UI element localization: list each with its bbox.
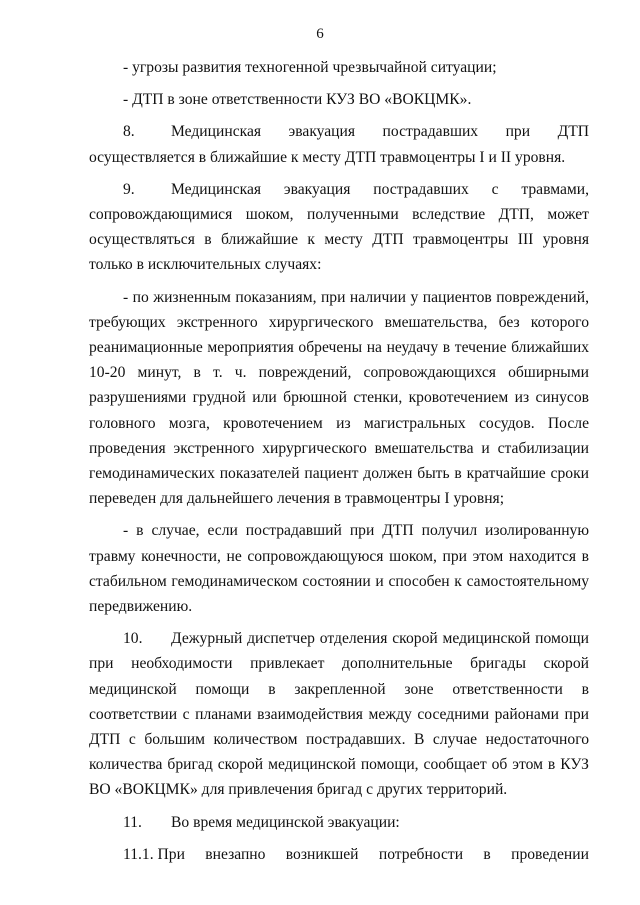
item-number: 9. — [123, 180, 135, 198]
paragraph: - по жизненным показаниям, при наличии у пациентов повреждений, требующих экстренного хирургического вмешательства, без которого реанимационные мероприятия обречены на неудачу в течение ближайших 10-20 минут, в т. ч. повреждений, сопровождающихся обширными разрушениями грудной или брюшной стенки, кровотечением из синусов головного мозга, кровотечением из магистральных сосудов. После проведения экстренного хирургического вмешательства и стабилизации гемодинамических показателей пациент должен быть в кратчайшие сроки переведен для дальнейшего лечения в травмоцентры I уровня; — [89, 288, 589, 508]
document-body — [89, 55, 589, 867]
item-number: 11. — [123, 813, 142, 831]
word: 11.1. При — [123, 845, 185, 863]
word: проведении — [511, 845, 589, 863]
word: внезапно — [205, 845, 266, 863]
numbered-paragraph-11: 11. Во время медицинской эвакуации: — [89, 810, 589, 835]
item-number: 10. — [123, 630, 143, 648]
paragraph: - в случае, если пострадавший при ДТП получил изолированную травму конечности, не сопровождающуюся шоком, при этом находится в стабильном гемодинамическом состоянии и способен к самостоятельному передвижению. — [89, 522, 589, 616]
numbered-paragraph-11-1 — [123, 842, 589, 867]
page-number: 6 — [316, 26, 324, 42]
numbered-paragraph-10: 10. Дежурный диспетчер отделения скорой медицинской помощи при необходимости привлекает дополнительные бригады скорой медицинской помощи в закрепленной зоне ответственности в соответствии с планами взаимодействия между соседними районами при ДТП с большим количеством пострадавших. В случае недостаточного количества бригад скорой медицинской помощи, сообщает об этом в КУЗ ВО «ВОКЦМК» для привлечения бригад с других территорий. — [89, 626, 589, 802]
paragraph: - ДТП в зоне ответственности КУЗ ВО «ВОКЦМК». — [123, 91, 472, 109]
numbered-paragraph-9: 9. Медицинская эвакуация пострадавших с травмами, сопровождающимися шоком, полученными вследствие ДТП, может осуществляться в ближайшие к месту ДТП травмоцентры III уровня только в исключительных случаях: — [89, 177, 589, 278]
word: в — [483, 845, 491, 863]
word: потребности — [378, 845, 464, 863]
item-number: 8. — [123, 123, 135, 141]
numbered-paragraph-8: 8. Медицинская эвакуация пострадавших при ДТП осуществляется в ближайшие к месту ДТП травмоцентры I и II уровня. — [89, 119, 589, 169]
word: возникшей — [285, 845, 359, 863]
paragraph: - угрозы развития техногенной чрезвычайной ситуации; — [123, 59, 497, 76]
